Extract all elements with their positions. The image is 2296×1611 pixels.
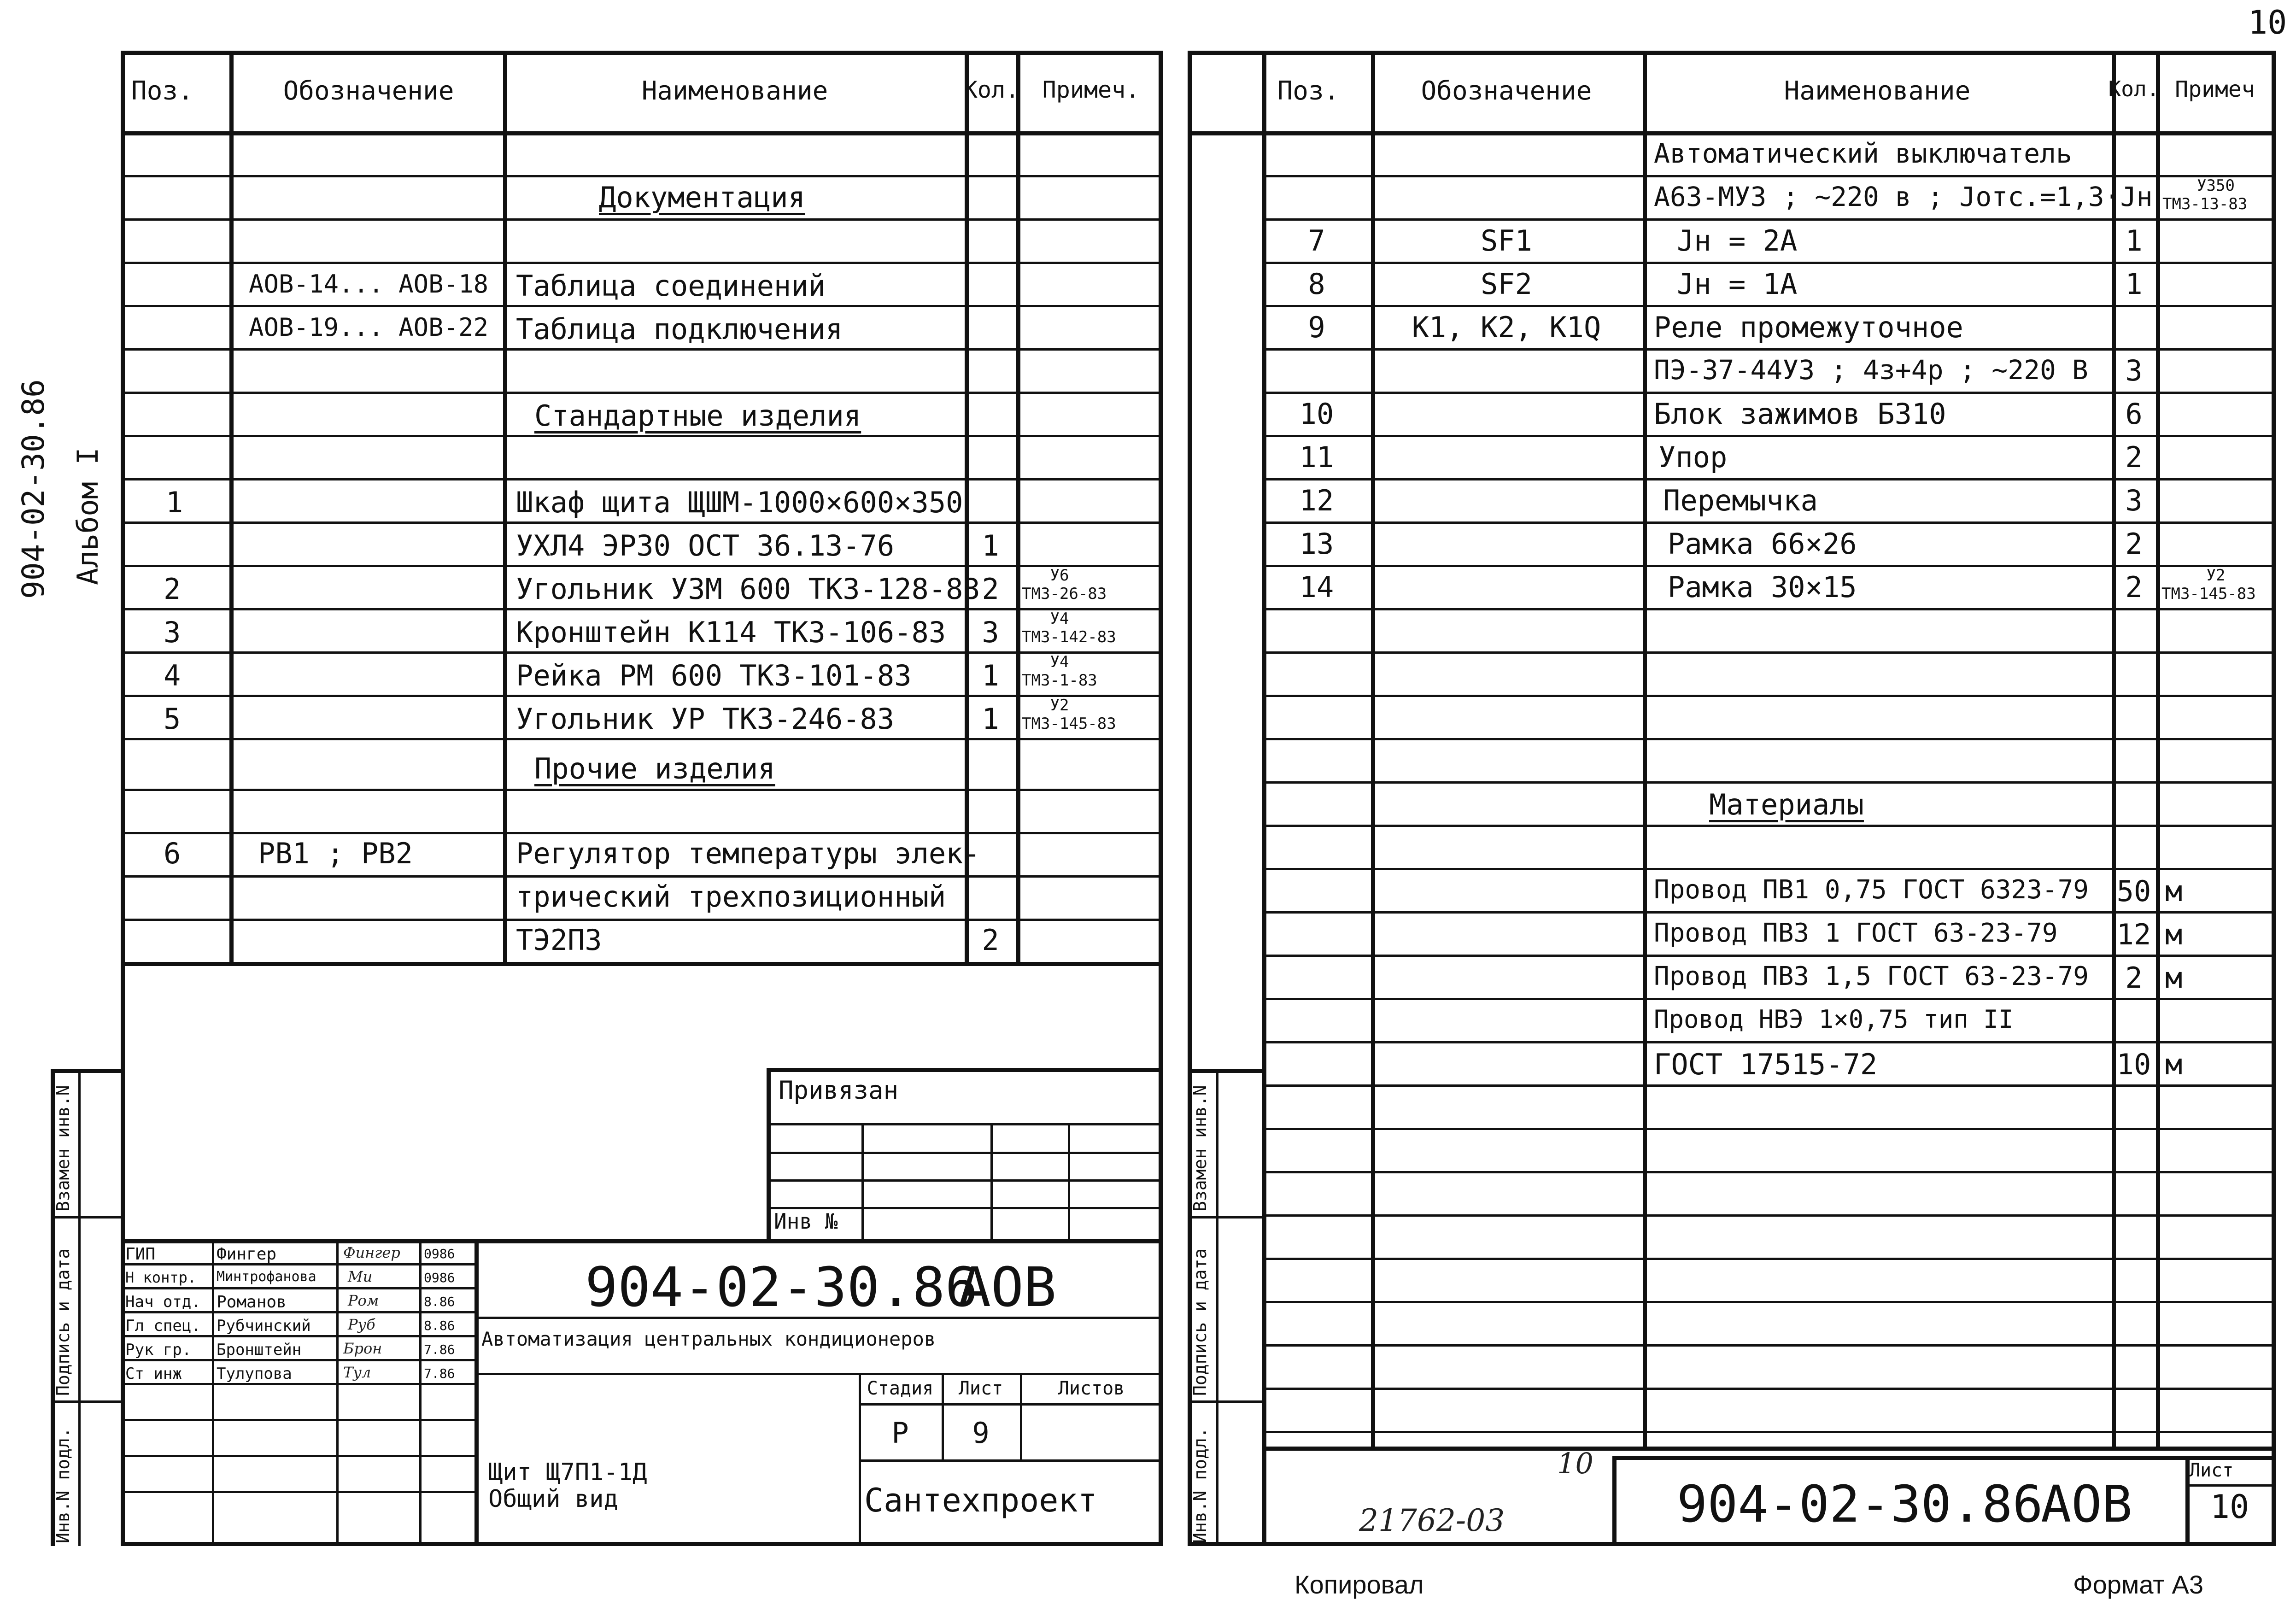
- right-strip-line: [1188, 1216, 1262, 1219]
- privyazan-line: [767, 1152, 1163, 1154]
- right-col-div-0: [1262, 51, 1266, 1546]
- left-strip-label: Взамен инв.N: [53, 1085, 73, 1212]
- table-cell-name: Шкаф щита ЩШМ-1000×600×350: [516, 486, 963, 519]
- right-strip-top: [1188, 1069, 1262, 1073]
- left-header-qty: Кол.: [963, 76, 1019, 103]
- table-cell-name: Провод ПВ1 0,75 ГОСТ 6323-79: [1654, 875, 2089, 905]
- tb-hline: [121, 1287, 474, 1289]
- table-cell-designation: K1, K2, K1Q: [1412, 310, 1601, 344]
- table-cell-name: Угольник УР ТК3-246-83: [516, 702, 895, 736]
- table-cell-name: ТЭ2П3: [516, 923, 602, 957]
- tb-right-line: [859, 1459, 1163, 1462]
- table-cell-qty: 2: [982, 572, 999, 606]
- left-col-div-4: [1016, 51, 1020, 964]
- table-cell-note-bottom: ТМ3-145-83: [1022, 715, 1116, 733]
- table-cell-note-bottom: ТМ3-145-83: [2161, 585, 2256, 603]
- side-label-designation: 904-02-30.86: [16, 379, 51, 599]
- table-cell-pos: 11: [1299, 440, 1334, 474]
- tb-hline: [121, 1359, 474, 1361]
- privyazan-label: Привязан: [779, 1076, 899, 1105]
- table-cell-qty: 2: [2125, 570, 2143, 604]
- table-cell-designation: АОВ-19... АОВ-22: [249, 313, 489, 342]
- tb-hline: [121, 1491, 474, 1493]
- table-cell-pos: 10: [1299, 397, 1334, 431]
- table-cell-designation: SF2: [1481, 267, 1532, 301]
- role-date: 7.86: [424, 1366, 455, 1381]
- privyazan-left: [767, 1068, 771, 1243]
- privyazan-vline: [1068, 1123, 1070, 1243]
- table-cell-name: Рамка 66×26: [1668, 527, 1857, 561]
- stage-value: Р: [891, 1416, 909, 1450]
- table-cell-name: трический трехпозиционный: [516, 880, 946, 914]
- table-cell-note: м: [2165, 918, 2183, 951]
- sheet-label: Лист: [958, 1378, 1003, 1399]
- table-cell-qty: 2: [2125, 440, 2143, 474]
- right-stamp-sheet-line: [2185, 1484, 2276, 1487]
- role-name: Тулупова: [217, 1365, 292, 1383]
- organization: Сантехпроект: [864, 1482, 1097, 1519]
- table-cell-name: Рейка РМ 600 ТК3-101-83: [516, 659, 912, 692]
- tb-vline: [336, 1239, 339, 1546]
- table-cell-qty: 10: [2116, 1048, 2151, 1081]
- drawing-title-line2: Общий вид: [488, 1485, 618, 1513]
- tb-right-vline: [859, 1373, 861, 1546]
- role-date: 8.86: [424, 1318, 455, 1333]
- role-label: ГИП: [125, 1245, 156, 1264]
- section-heading-standard-items: Стандартные изделия: [534, 399, 861, 433]
- page-number: 10: [2248, 4, 2287, 41]
- right-stamp-left: [1612, 1456, 1617, 1546]
- table-cell-name: Рамка 30×15: [1668, 570, 1857, 604]
- table-cell-qty: 6: [2125, 397, 2143, 431]
- right-col-div-3: [2112, 51, 2116, 1447]
- signature: Руб: [348, 1316, 375, 1333]
- table-cell-note-bottom: ТМ3-1-83: [1022, 671, 1097, 690]
- table-cell-name: Упор: [1658, 440, 1728, 474]
- table-cell-name: Таблица подключения: [516, 312, 843, 346]
- right-doc-suffix: АОВ: [2041, 1475, 2132, 1534]
- titleblock-div: [474, 1239, 479, 1546]
- role-name: Минтрофанова: [217, 1269, 316, 1285]
- tb-hline: [121, 1419, 474, 1421]
- table-cell-name: ПЭ-37-44У3 ; 4з+4р ; ~220 В: [1654, 354, 2088, 386]
- table-cell-pos: 13: [1299, 527, 1334, 561]
- table-cell-pos: 1: [166, 486, 183, 519]
- table-cell-name: Угольник УЗМ 600 ТК3-128-83: [516, 572, 980, 606]
- doc-code: 904-02-30.86: [585, 1255, 978, 1319]
- tb-right-line: [859, 1403, 1163, 1406]
- right-header-pos: Поз.: [1277, 76, 1340, 106]
- left-col-div-2: [503, 51, 507, 964]
- right-header-note: Примеч: [2175, 76, 2255, 102]
- right-col-div-1: [1371, 51, 1375, 1447]
- table-cell-pos: 6: [164, 837, 181, 870]
- tb-hline: [121, 1263, 474, 1265]
- role-name: Бронштейн: [217, 1341, 302, 1359]
- signature: Тул: [343, 1364, 371, 1381]
- left-header-line: [121, 131, 1163, 135]
- role-label: Гл спец.: [125, 1317, 201, 1335]
- handwritten-sheet: 10: [1557, 1447, 1593, 1480]
- table-cell-pos: 5: [164, 702, 181, 736]
- role-label: Нач отд.: [125, 1293, 201, 1311]
- role-label: Н контр.: [125, 1269, 197, 1286]
- footer-copied: Копировал: [1294, 1570, 1424, 1599]
- left-col-div-3: [965, 51, 969, 964]
- left-col-div-1: [229, 51, 234, 964]
- table-cell-name: А63-МУ3 ; ~220 в ; Jотс.=1,3·Jн: [1654, 181, 2153, 212]
- table-cell-qty: 1: [982, 702, 999, 736]
- role-date: 8.86: [424, 1294, 455, 1309]
- table-cell-qty: 2: [2125, 961, 2143, 995]
- project-title: Автоматизация центральных кондиционеров: [481, 1328, 936, 1350]
- left-strip-label: Инв.N подл.: [53, 1427, 73, 1543]
- table-cell-name: Блок зажимов Б310: [1654, 397, 1946, 431]
- table-cell-name: Перемычка: [1663, 484, 1818, 517]
- sheet-value: 9: [972, 1416, 990, 1450]
- table-cell-pos: 8: [1308, 267, 1325, 301]
- table-cell-qty: 2: [982, 923, 999, 957]
- side-label-album: Альбом I: [71, 447, 105, 585]
- right-sheet-label: Лист: [2189, 1460, 2234, 1481]
- tb-vline: [212, 1239, 214, 1546]
- footer-format: Формат А3: [2073, 1570, 2203, 1599]
- table-cell-qty: 2: [2125, 527, 2143, 561]
- left-strip-line: [51, 1216, 124, 1219]
- signature: Фингер: [343, 1244, 400, 1261]
- tb-right-vline: [1020, 1373, 1022, 1459]
- right-sheet-value: 10: [2210, 1488, 2249, 1526]
- privyazan-line: [767, 1179, 1163, 1182]
- table-cell-name: Jн = 1А: [1677, 267, 1798, 301]
- right-col-div-2: [1643, 51, 1647, 1447]
- table-cell-note-bottom: ТМ3-13-83: [2162, 195, 2248, 213]
- table-cell-name: Провод НВЭ 1×0,75 тип II: [1654, 1005, 2014, 1034]
- right-stamp-inner-top: [1612, 1456, 2276, 1460]
- inv-no-label: Инв №: [774, 1209, 838, 1234]
- right-header-designation: Обозначение: [1421, 76, 1592, 106]
- table-cell-name: ГОСТ 17515-72: [1654, 1048, 1878, 1081]
- role-label: Ст инж: [125, 1365, 182, 1383]
- right-header-name: Наименование: [1784, 76, 1971, 106]
- right-strip-line: [1188, 1400, 1262, 1403]
- table-cell-pos: 14: [1299, 570, 1334, 604]
- table-cell-note-top: У4: [1050, 609, 1069, 628]
- tb-vline: [419, 1239, 422, 1546]
- table-cell-qty: 1: [2125, 224, 2143, 258]
- left-table-bottom: [121, 962, 1163, 966]
- table-cell-qty: 3: [2125, 484, 2143, 517]
- tb-hline: [121, 1383, 474, 1385]
- table-cell-qty: 3: [2125, 354, 2143, 387]
- table-cell-note-top: У2: [1050, 696, 1069, 715]
- table-cell-note-top: У4: [1050, 653, 1069, 671]
- table-cell-qty: 50: [2116, 874, 2151, 908]
- table-cell-name: Jн = 2А: [1677, 224, 1798, 258]
- table-cell-name: Таблица соединений: [516, 269, 826, 303]
- left-strip-divider: [78, 1069, 81, 1546]
- table-cell-pos: 4: [164, 659, 181, 692]
- table-cell-note-top: У2: [2206, 566, 2226, 585]
- right-strip-label: Подпись и дата: [1190, 1248, 1210, 1396]
- role-name: Рубчинский: [217, 1317, 311, 1335]
- table-cell-designation: РВ1 ; РВ2: [258, 837, 413, 870]
- table-cell-note: м: [2165, 874, 2183, 908]
- table-cell-note-top: У350: [2197, 176, 2235, 195]
- table-cell-pos: 2: [164, 572, 181, 606]
- tb-right-line: [474, 1373, 1163, 1375]
- right-stamp-top: [1262, 1447, 2276, 1451]
- table-cell-pos: 3: [164, 615, 181, 649]
- stage-label: Стадия: [867, 1378, 934, 1399]
- table-cell-pos: 7: [1308, 224, 1325, 258]
- doc-suffix: АОВ: [958, 1255, 1057, 1319]
- sheets-label: Листов: [1058, 1378, 1125, 1399]
- table-cell-note: м: [2165, 1048, 2183, 1081]
- privyazan-top: [767, 1068, 1163, 1072]
- role-name: Фингер: [217, 1245, 277, 1264]
- table-cell-note-bottom: ТМ3-142-83: [1022, 628, 1116, 646]
- table-cell-designation: АОВ-14... АОВ-18: [249, 269, 489, 299]
- right-col-div-4: [2156, 51, 2160, 1447]
- left-strip-label: Подпись и дата: [53, 1248, 73, 1396]
- role-date: 0986: [424, 1246, 455, 1261]
- left-header-note: Примеч.: [1042, 76, 1140, 103]
- right-strip-divider: [1216, 1069, 1218, 1546]
- role-name: Романов: [217, 1293, 287, 1312]
- right-strip-label: Взамен инв.N: [1190, 1085, 1210, 1212]
- table-cell-qty: 12: [2116, 918, 2151, 951]
- table-cell-name: Провод ПВ3 1,5 ГОСТ 63-23-79: [1654, 961, 2089, 991]
- table-cell-qty: 1: [982, 659, 999, 692]
- table-cell-note-top: У6: [1050, 566, 1069, 585]
- table-cell-name: УХЛ4 ЭР30 ОСТ 36.13-76: [516, 529, 895, 562]
- table-cell-name: Кронштейн К114 ТК3-106-83: [516, 615, 946, 649]
- table-cell-qty: 1: [982, 529, 999, 562]
- titleblock-top: [121, 1239, 1163, 1243]
- section-heading-materials: Материалы: [1709, 788, 1864, 821]
- table-cell-pos: 12: [1299, 484, 1334, 517]
- left-header-designation: Обозначение: [283, 76, 454, 106]
- signature: Ром: [348, 1292, 379, 1309]
- table-cell-name: Реле промежуточное: [1654, 310, 1963, 344]
- table-cell-qty: 1: [2125, 267, 2143, 301]
- tb-right-vline: [942, 1373, 944, 1459]
- handwritten-number: 21762-03: [1359, 1503, 1505, 1538]
- table-cell-name: Регулятор температуры элек-: [516, 837, 980, 870]
- table-cell-note: м: [2165, 961, 2183, 995]
- right-header-qty: Кол.: [2108, 76, 2160, 101]
- right-doc-code: 904-02-30.86: [1677, 1475, 2043, 1534]
- table-cell-pos: 9: [1308, 310, 1325, 344]
- table-cell-name: Провод ПВ3 1 ГОСТ 63-23-79: [1654, 918, 2058, 948]
- role-label: Рук гр.: [125, 1341, 192, 1359]
- privyazan-vline: [861, 1123, 864, 1243]
- table-cell-name: Автоматический выключатель: [1654, 138, 2072, 169]
- privyazan-vline: [990, 1123, 993, 1243]
- right-strip-label: Инв.N подл.: [1190, 1427, 1210, 1543]
- section-heading-other-items: Прочие изделия: [534, 752, 775, 785]
- left-strip-line: [51, 1400, 124, 1403]
- tb-hline: [121, 1335, 474, 1337]
- left-header-pos: Поз.: [131, 76, 193, 106]
- signature: Брон: [343, 1340, 382, 1357]
- role-date: 7.86: [424, 1342, 455, 1357]
- table-cell-qty: 3: [982, 615, 999, 649]
- tb-hline: [121, 1455, 474, 1457]
- left-strip-top: [51, 1069, 124, 1073]
- table-cell-designation: SF1: [1481, 224, 1532, 258]
- privyazan-line: [767, 1123, 1163, 1125]
- section-heading-documentation: Документация: [599, 181, 805, 214]
- signature: Ми: [348, 1268, 373, 1285]
- table-cell-note-bottom: ТМ3-26-83: [1022, 585, 1107, 603]
- drawing-title-line1: Щит Щ7П1-1Д: [488, 1459, 647, 1486]
- tb-hline: [121, 1311, 474, 1313]
- left-header-name: Наименование: [641, 76, 828, 106]
- role-date: 0986: [424, 1270, 455, 1285]
